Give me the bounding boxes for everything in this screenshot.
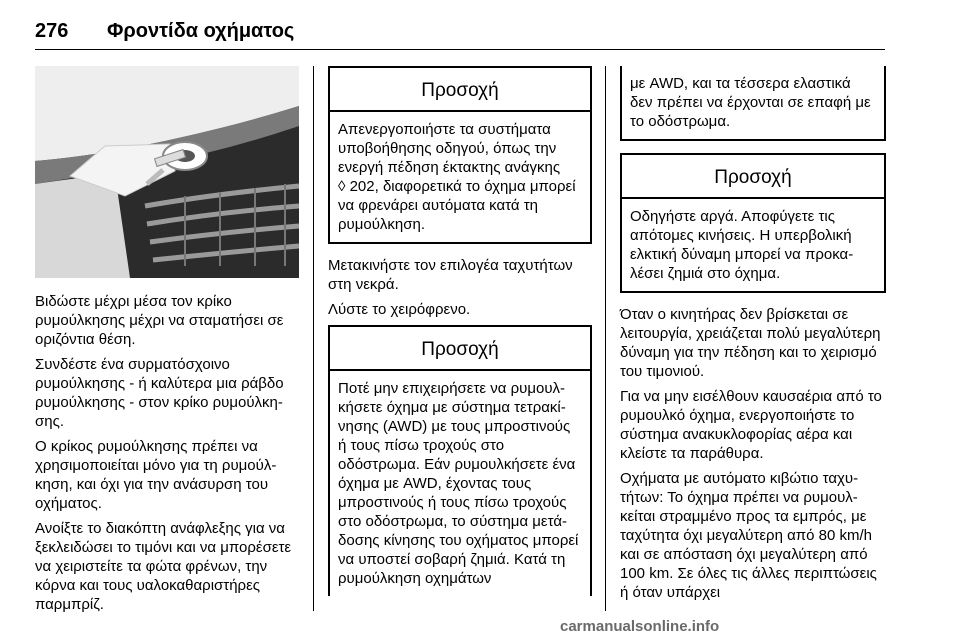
page-reference-icon: ◊ (338, 178, 346, 195)
warning-box (328, 66, 592, 244)
paragraph: Για να μην εισέλθουν καυσαέρια από το ρυμουλκό όχημα, ενεργοποιήστε το σύστημα ανακυκλοφορίας αέρα και κλείστε τα παράθυρα. (620, 388, 882, 462)
column-divider (313, 66, 314, 611)
page-header (35, 20, 294, 43)
towing-eye-photo (35, 66, 299, 278)
column-1 (35, 66, 299, 620)
warning-title: Προσοχή (330, 68, 590, 112)
page-title: Φροντίδα οχήματος (107, 20, 295, 42)
paragraph: Ανοίξτε το διακόπτη ανάφλεξης για να ξεκλειδώσει το τιμόνι και να μπορέσετε να χειριστείτε τα φώτα φρένων, την κόρνα και τους υαλοκαθαριστήρες παρμπρίζ. (35, 520, 292, 613)
warning-box (620, 153, 886, 293)
column-2 (328, 66, 592, 608)
paragraph: Βιδώστε μέχρι μέσα τον κρίκο ρυμούλκησης μέχρι να σταματήσει σε οριζόντια θέση. (35, 293, 284, 348)
paragraph: Μετακινήστε τον επιλογέα ταχυτήτων στη νεκρά. (328, 257, 573, 293)
paragraph: Οχήματα με αυτόματο κιβώτιο ταχυτήτων: Το όχημα πρέπει να ρυμουλκείται στραμμένο προς τα εμπρός, με ταχύτητα όχι μεγαλύτερη από 80 km/h και σε απόσταση όχι μεγαλύτερη από 100 km. Σε όλες τις άλλες περιπτώσεις ή όταν υπάρχει (620, 470, 877, 601)
warning-body: Οδηγήστε αργά. Αποφύγετε τις απότομες κινήσεις. Η υπερβολική ελκτική δύναμη μπορεί να προκαλέσει ζημιά στο όχημα. (630, 208, 854, 282)
paragraph: Ο κρίκος ρυμούλκησης πρέπει να χρησιμοποιείται μόνο για τη ρυμούλκηση, και όχι για την ανάσυρση του οχήματος. (35, 438, 277, 512)
page-number: 276 (35, 20, 69, 42)
warning-body: Ποτέ μην επιχειρήσετε να ρυμουλκήσετε όχημα με σύστημα τετρακίνησης (AWD) με τους μπροστινούς ή τους πίσω τροχούς στο οδόστρωμα. Εάν ρυμουλκήσετε ένα όχημα με AWD, έχοντας τους μπροστινούς ή τους πίσω τροχούς στο οδόστρωμα, το σύστημα μετάδοσης κίνησης του οχήματος μπορεί να υποστεί σοβαρή ζημιά. Κατά τη ρυμούλκηση οχημάτων (338, 380, 579, 587)
towing-eye-illustration (35, 66, 299, 278)
header-rule (35, 49, 885, 50)
warning-title: Προσοχή (330, 327, 590, 371)
warning-body (330, 112, 590, 242)
warning-box-continued (620, 66, 886, 141)
paragraph: Συνδέστε ένα συρματόσχοινο ρυμούλκησης - ή καλύτερα μια ράβδο ρυμούλκησης - στον κρίκο ρυμούλκησης. (35, 356, 284, 430)
warning-text: 202, διαφορετικά το όχημα μπορεί να φρενάρει αυτόματα κατά τη ρυμούλκηση. (338, 178, 576, 233)
paragraph: Λύστε το χειρόφρενο. (328, 301, 471, 318)
warning-body: με AWD, και τα τέσσερα ελαστικά δεν πρέπει να έρχονται σε επαφή με το οδόστρωμα. (630, 75, 871, 130)
warning-title: Προσοχή (622, 155, 884, 199)
watermark: carmanualsonline.info (560, 618, 720, 635)
column-3 (620, 66, 886, 608)
paragraph: Όταν ο κινητήρας δεν βρίσκεται σε λειτουργία, χρειάζεται πολύ μεγαλύτερη δύναμη για την πέδηση και το χειρισμό του τιμονιού. (620, 306, 881, 380)
column-divider (605, 66, 606, 611)
warning-text: Απενεργοποιήστε τα συστήματα υποβοήθησης οδηγού, όπως την ενεργή πέδηση έκτακτης ανάγκης (338, 121, 561, 176)
warning-box (328, 325, 592, 596)
